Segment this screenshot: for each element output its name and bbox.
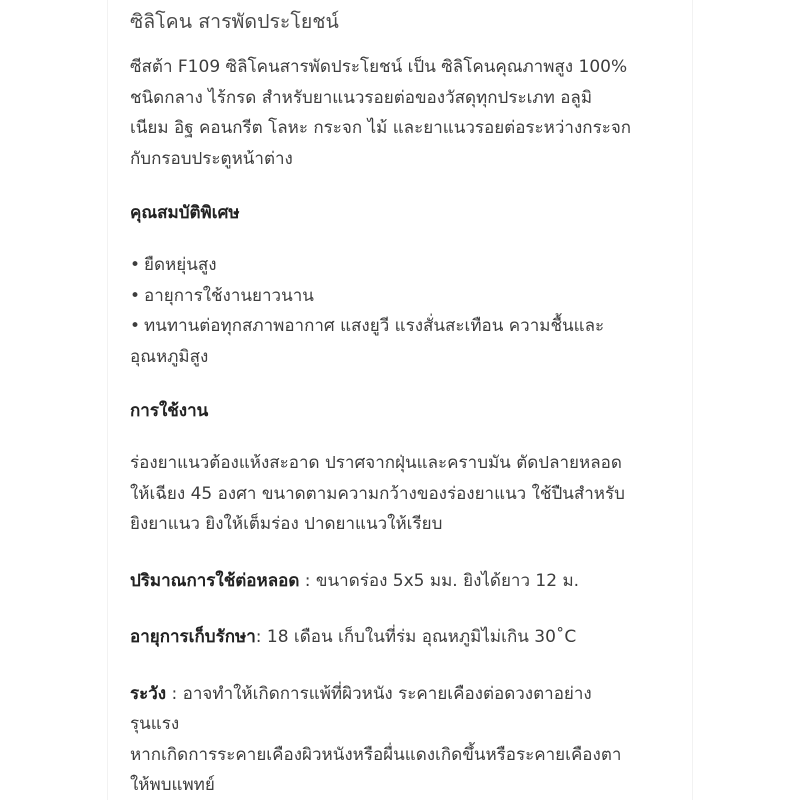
quantity-value: : ขนาดร่อง 5x5 มม. ยิงได้ยาว 12 ม. bbox=[299, 570, 580, 591]
bullet-mark: • bbox=[130, 285, 141, 306]
caution-line: ให้พบแพทย์ bbox=[130, 775, 215, 795]
list-item bbox=[130, 250, 678, 281]
usage-paragraph bbox=[130, 448, 678, 540]
bullet-mark: • bbox=[130, 316, 141, 336]
product-description bbox=[130, 6, 678, 801]
features-heading: คุณสมบัติพิเศษ bbox=[130, 203, 240, 223]
caution-line bbox=[130, 679, 678, 710]
list-item bbox=[130, 281, 678, 312]
list-item-continuation: อุณหภูมิสูง bbox=[130, 346, 209, 367]
intro-paragraph bbox=[130, 52, 678, 174]
usage-line: ให้เฉียง 45 องศา ขนาดตามความกว้างของร่องยาแนว ใช้ปืนสำหรับ bbox=[130, 483, 625, 504]
caution-line: หากเกิดการระคายเคืองผิวหนังหรือผื่นแดงเกิดขึ้นหรือระคายเคืองตา bbox=[130, 744, 622, 765]
feature-text: ทนทานต่อทุกสภาพอากาศ แสงยูวี แรงสั่นสะเทือน ความชื้นและ bbox=[144, 316, 605, 336]
quantity-line bbox=[130, 566, 678, 597]
card-edge-right bbox=[692, 0, 693, 800]
intro-line: ซีสต้า F109 ซิลิโคนสารพัดประโยชน์ เป็น ซิลิโคนคุณภาพสูง 100% bbox=[130, 57, 628, 77]
list-item bbox=[130, 311, 678, 342]
caution-value: : อาจทำให้เกิดการแพ้ที่ผิวหนัง ระคายเคืองต่อดวงตาอย่าง bbox=[166, 683, 592, 704]
caution-paragraph bbox=[130, 679, 678, 801]
usage-line: ยิงยาแนว ยิงให้เต็มร่อง ปาดยาแนวให้เรียบ bbox=[130, 514, 443, 534]
feature-text: ยืดหยุ่นสูง bbox=[144, 255, 217, 275]
shelf-life-label: อายุการเก็บรักษา bbox=[130, 627, 256, 647]
shelf-life-line bbox=[130, 622, 678, 653]
usage-heading: การใช้งาน bbox=[130, 401, 209, 421]
intro-line: ชนิดกลาง ไร้กรด สำหรับยาแนวรอยต่อของวัสดุทุกประเภท อลูมิ bbox=[130, 87, 593, 108]
intro-line: เนียม อิฐ คอนกรีต โลหะ กระจก ไม้ และยาแนวรอยต่อระหว่างกระจก bbox=[130, 118, 632, 138]
intro-line: กับกรอบประตูหน้าต่าง bbox=[130, 148, 293, 169]
page-title: ซิลิโคน สารพัดประโยชน์ bbox=[130, 10, 339, 33]
usage-line: ร่องยาแนวต้องแห้งสะอาด ปราศจากฝุ่นและคราบมัน ตัดปลายหลอด bbox=[130, 453, 622, 473]
feature-text: อายุการใช้งานยาวนาน bbox=[144, 285, 314, 306]
bullet-mark: • bbox=[130, 255, 141, 275]
caution-line: รุนแรง bbox=[130, 714, 180, 734]
caution-label: ระวัง bbox=[130, 683, 167, 704]
shelf-life-value: : 18 เดือน เก็บในที่ร่ม อุณหภูมิไม่เกิน 30˚C bbox=[255, 627, 577, 647]
quantity-label: ปริมาณการใช้ต่อหลอด bbox=[130, 570, 300, 591]
features-list bbox=[130, 250, 678, 372]
